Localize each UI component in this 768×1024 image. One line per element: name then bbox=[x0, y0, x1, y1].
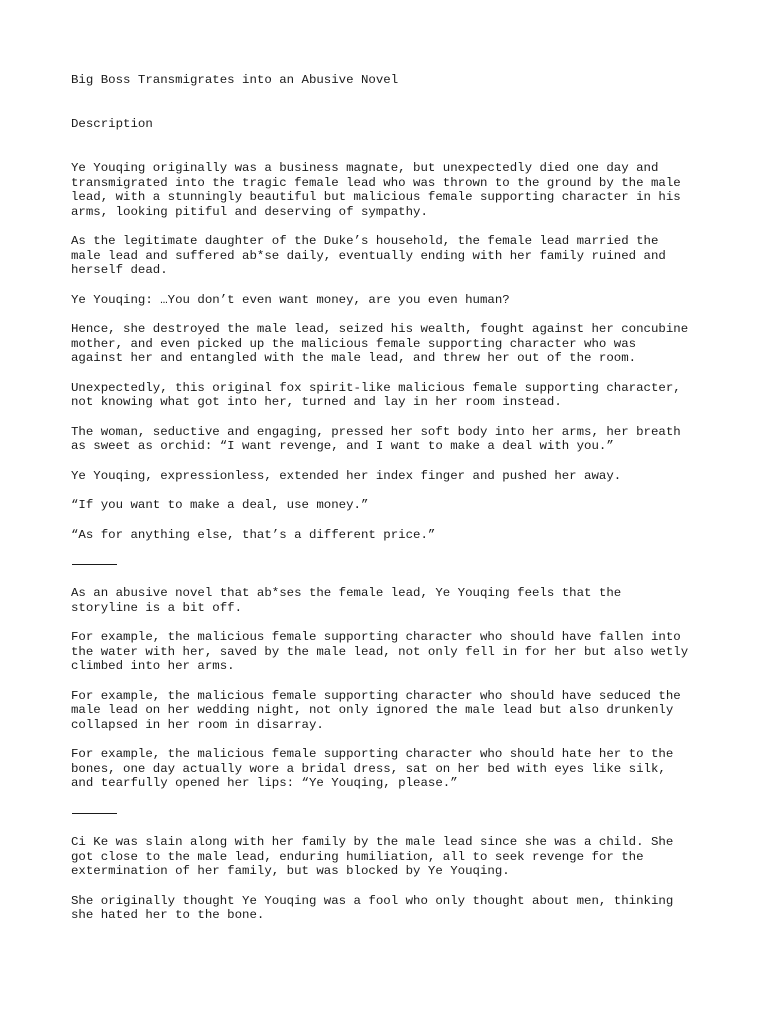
paragraph-line: Ye Youqing originally was a business magnate, but unexpectedly died one day and bbox=[71, 161, 659, 175]
paragraph-line: she hated her to the bone. bbox=[71, 908, 265, 922]
paragraph-line: “As for anything else, that’s a different price.” bbox=[71, 527, 436, 542]
paragraph-line: As the legitimate daughter of the Duke’s household, the female lead married the bbox=[71, 234, 659, 248]
paragraph-line: transmigrated into the tragic female lead who was thrown to the ground by the male bbox=[71, 175, 681, 190]
paragraph-line: got close to the male lead, enduring humiliation, all to seek revenge for the bbox=[71, 849, 644, 864]
paragraph-line: climbed into her arms. bbox=[71, 659, 235, 673]
paragraph-line: extermination of her family, but was blocked by Ye Youqing. bbox=[71, 864, 510, 878]
paragraph-line: For example, the malicious female supporting character who should have seduced the bbox=[71, 688, 681, 703]
paragraph-line: The woman, seductive and engaging, pressed her soft body into her arms, her breath bbox=[71, 424, 681, 439]
document-title: Big Boss Transmigrates into an Abusive Novel bbox=[71, 73, 399, 87]
paragraph-line: Ye Youqing, expressionless, extended her index finger and pushed her away. bbox=[71, 468, 622, 483]
section-divider bbox=[72, 564, 117, 565]
paragraph-line: and tearfully opened her lips: “Ye Youqing, please.” bbox=[71, 776, 458, 790]
paragraph-line: male lead on her wedding night, not only ignored the male lead but also drunkenly bbox=[71, 703, 674, 717]
paragraph-line: Hence, she destroyed the male lead, seized his wealth, fought against her concubine bbox=[71, 322, 689, 336]
paragraph-line: For example, the malicious female supporting character who should have fallen into bbox=[71, 630, 681, 644]
paragraph-line: lead, with a stunningly beautiful but malicious female supporting character in his bbox=[71, 190, 681, 204]
paragraph-line: arms, looking pitiful and deserving of sympathy. bbox=[71, 204, 428, 219]
paragraph-line: the water with her, saved by the male lead, not only fell in for her but also wetly bbox=[71, 644, 689, 659]
paragraph-line: “If you want to make a deal, use money.” bbox=[71, 498, 369, 512]
paragraph-line: storyline is a bit off. bbox=[71, 600, 243, 615]
paragraph-line: bones, one day actually wore a bridal dress, sat on her bed with eyes like silk, bbox=[71, 761, 666, 776]
paragraph-line: Ye Youqing: …You don’t even want money, are you even human? bbox=[71, 292, 510, 307]
paragraph-line: male lead and suffered ab*se daily, eventually ending with her family ruined and bbox=[71, 248, 666, 263]
section-divider bbox=[72, 813, 117, 814]
paragraph-line: as sweet as orchid: “I want revenge, and I want to make a deal with you.” bbox=[71, 439, 614, 453]
paragraph-line: Unexpectedly, this original fox spirit-like malicious female supporting character, bbox=[71, 380, 681, 395]
paragraph-line: Ci Ke was slain along with her family by the male lead since she was a child. She bbox=[71, 835, 674, 849]
paragraph-line: mother, and even picked up the malicious female supporting character who was bbox=[71, 336, 637, 351]
paragraph-line: collapsed in her room in disarray. bbox=[71, 717, 324, 732]
paragraph-line: She originally thought Ye Youqing was a fool who only thought about men, thinking bbox=[71, 893, 674, 908]
paragraph-line: As an abusive novel that ab*ses the female lead, Ye Youqing feels that the bbox=[71, 586, 622, 600]
paragraph-line: against her and entangled with the male lead, and threw her out of the room. bbox=[71, 351, 637, 365]
section-heading: Description bbox=[71, 117, 153, 131]
paragraph-line: not knowing what got into her, turned and lay in her room instead. bbox=[71, 395, 562, 409]
paragraph-line: herself dead. bbox=[71, 263, 168, 277]
paragraph-line: For example, the malicious female supporting character who should hate her to the bbox=[71, 747, 674, 761]
